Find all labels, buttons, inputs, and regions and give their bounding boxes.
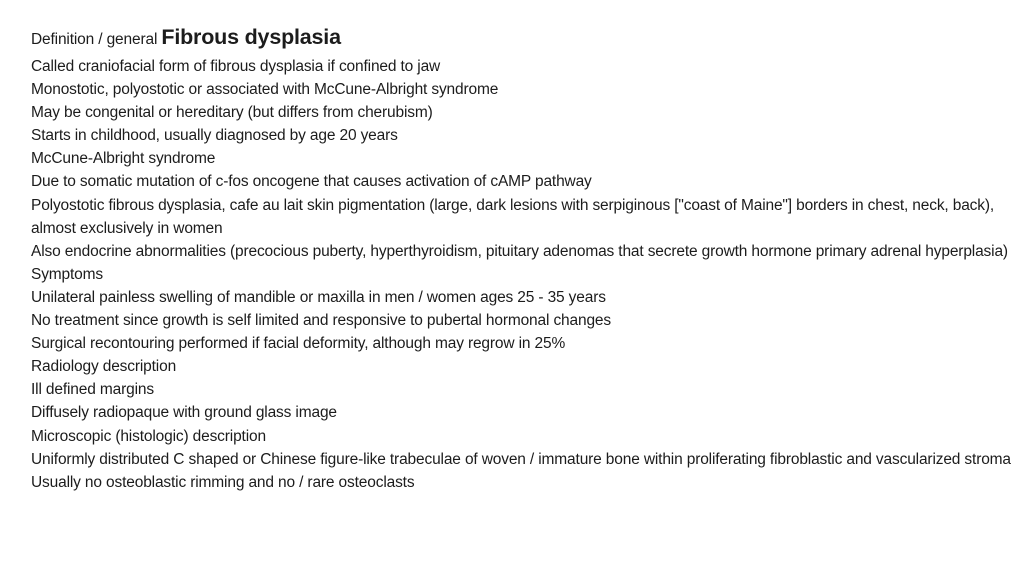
text-line-microscopic-2: Usually no osteoblastic rimming and no / rare osteoclasts xyxy=(31,473,415,491)
text-line-definition-4: Starts in childhood, usually diagnosed by age 20 years xyxy=(31,127,398,145)
section-heading-microscopic: Microscopic (histologic) description xyxy=(31,427,266,445)
text-line-radiology-2: Diffusely radiopaque with ground glass image xyxy=(31,404,337,422)
text-line-symptoms-2: No treatment since growth is self limited and responsive to pubertal hormonal changes xyxy=(31,312,612,330)
text-line-mccune-2: Polyostotic fibrous dysplasia, cafe au lait skin pigmentation (large, dark lesions with serpiginous ["coast of Maine"] borders in chest, neck, back), almost exclusively in women xyxy=(31,196,995,237)
text-line-symptoms-3: Surgical recontouring performed if facial deformity, although may regrow in 25% xyxy=(31,335,566,353)
section-heading-mccune-albright: McCune-Albright syndrome xyxy=(31,150,216,168)
section-heading-radiology: Radiology description xyxy=(31,358,177,376)
title-prefix: Definition / general xyxy=(31,31,158,48)
section-heading-symptoms: Symptoms xyxy=(31,265,104,283)
page-title: Fibrous dysplasia xyxy=(161,25,341,49)
text-line-microscopic-1: Uniformly distributed C shaped or Chinese figure-like trabeculae of woven / immature bone within proliferating fibroblastic and vascularized stroma xyxy=(31,450,1011,468)
text-line-mccune-3: Also endocrine abnormalities (precocious puberty, hyperthyroidism, pituitary adenomas that secrete growth hormone primary adrenal hyperplasia) xyxy=(31,242,1008,260)
slide-content xyxy=(31,22,1011,494)
text-line-radiology-1: Ill defined margins xyxy=(31,381,154,399)
text-line-definition-3: May be congenital or hereditary (but differs from cherubism) xyxy=(31,104,433,122)
title-line xyxy=(31,22,1011,55)
text-line-definition-2: Monostotic, polyostotic or associated with McCune-Albright syndrome xyxy=(31,81,499,99)
text-line-symptoms-1: Unilateral painless swelling of mandible or maxilla in men / women ages 25 - 35 years xyxy=(31,288,606,306)
text-line-definition-1: Called craniofacial form of fibrous dysplasia if confined to jaw xyxy=(31,58,441,75)
text-line-mccune-1: Due to somatic mutation of c-fos oncogene that causes activation of cAMP pathway xyxy=(31,173,592,191)
